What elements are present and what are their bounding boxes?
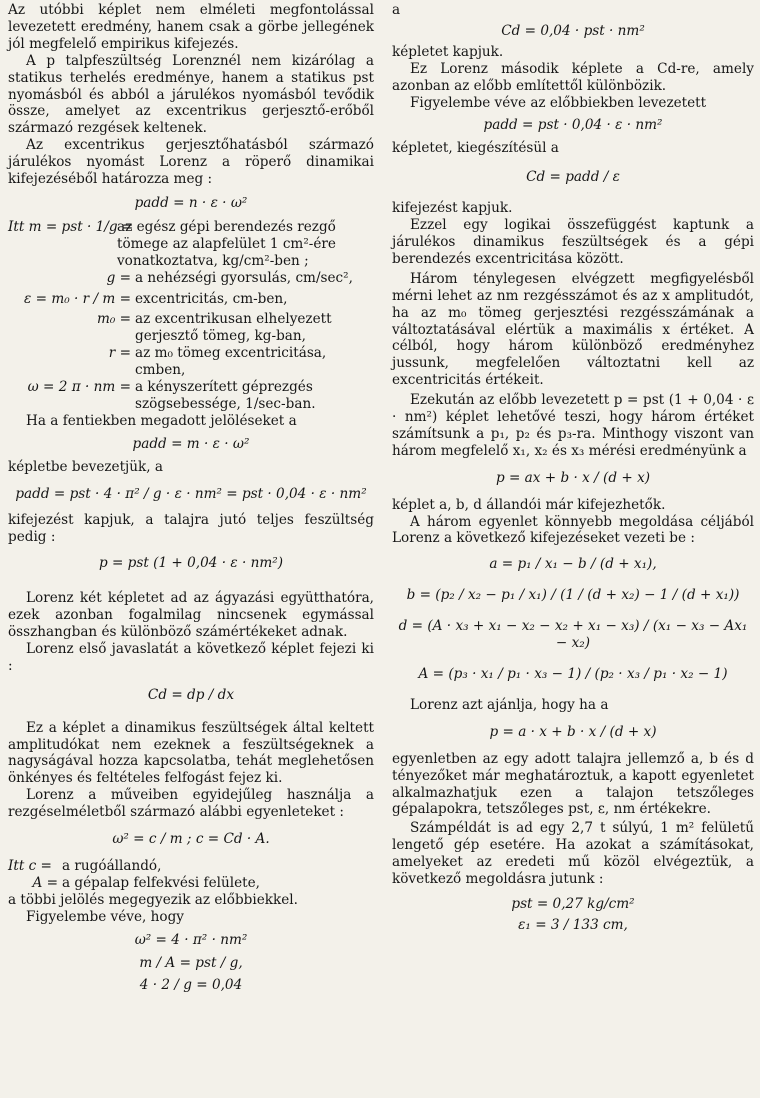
definition-text: a kényszerített géprezgés szögsebessége, 1/sec-ban. [135,379,316,412]
equation: 4 · 2 / g = 0,04 [139,977,243,994]
paragraph: Ha a fentiekben megadott jelöléseket a [26,412,297,429]
definition [8,875,374,892]
paragraph: a többi jelölés megegyezik az előbbiekkel. [8,891,298,908]
equation: Cd = dp / dx [147,686,235,703]
definition [8,219,374,270]
paragraph: Lorenz azt ajánlja, hogy ha a [410,696,609,713]
paragraph: kifejezést kapjuk, a talajra jutó teljes feszültség pedig : [8,512,374,546]
definition-text: az m₀ tömeg excentricitása, cmben, [135,345,327,379]
equation: ε₁ = 3 / 133 cm, [518,916,628,933]
equation: padd = n · ε · ω² [134,194,248,211]
equation: padd = pst · 0,04 · ε · nm² [483,117,663,134]
paragraph: képletet kapjuk. [392,43,504,60]
paragraph: Ezekután az előbb levezetett p = pst (1 + 0,04 · ε · nm²) képlet lehetővé teszi, hogy három értéket számítsunk a p₁, p₂ és p₃-ra. Minthogy viszont van három megfelelő x₁, x₂ és x₃ mérési eredményünk a [392,392,754,459]
definition-text: az excentrikusan elhelyezett gerjesztő tömeg, kg-ban, [135,311,332,345]
definition-symbol: r = [108,345,131,362]
paragraph: A p talpfeszültség Lorenznél nem kizárólag a statikus terhelés eredménye, hanem a statikus pst nyomásból és abból a járulékos nyomásból tevődik össze, amelyet az excentrikus gerjesztő-erőből származó rezgések keltenek. [8,52,374,137]
paragraph: Az excentrikus gerjesztőhatásból származó járulékos nyomást Lorenz a röperő dinamikai kifejezéséből határozza meg : [8,137,374,188]
equation: d = (A · x₃ + x₁ − x₂ − x₂ + x₁ − x₃) / (x₁ − x₃ − Ax₁ − x₂) [398,618,748,652]
definition [8,345,374,379]
paragraph: képlet a, b, d állandói már kifejezhetők. [392,496,666,513]
equation: p = a · x + b · x / (d + x) [489,723,657,740]
left-column [8,2,374,1000]
definition [8,311,374,345]
paragraph: képletet, kiegészítésül a [392,140,559,157]
definition-symbol: A = [32,874,58,891]
definition [8,379,374,413]
paragraph: Számpéldát is ad egy 2,7 t súlyú, 1 m² felületű lengető gép esetére. Ha azokat a számításokat, amelyeket az eredeti mű közöl elvégeztük, a következő megoldásra jutunk : [392,820,754,888]
equation: padd = pst · 4 · π² / g · ε · nm² = pst · 0,04 · ε · nm² [15,485,367,502]
paragraph: egyenletben az egy adott talajra jellemző a, b és d tényezőket már meghatároztuk, a kapott egyenletet alkalmazhatjuk ezen a talajon tetszőleges gépalapokra, tetszőleges pst, ε, nm értékekre. [392,750,754,818]
definition-text: a gépalap felfekvési felülete, [62,874,260,891]
definition-text: az egész gépi berendezés rezgő tömege az alapfelület 1 cm²-ére vonatkoztatva, kg/cm²-ben ; [117,218,336,269]
definition [8,291,374,308]
paragraph: kifejezést kapjuk. [392,200,513,217]
paragraph: Ezzel egy logikai összefüggést kaptunk a járulékos dinamikus feszültségek és a gépi berendezés excentricitása között. [392,217,754,267]
equation: pst = 0,27 kg/cm² [511,895,635,912]
equation: ω² = 4 · π² · nm² [134,931,248,948]
definition-text: excentricitás, cm-ben, [135,290,288,307]
paragraph: A három egyenlet könnyebb megoldása céljából Lorenz a következő kifejezéseket vezeti be : [392,513,754,547]
right-column [392,2,754,938]
equation: A = (p₃ · x₁ / p₁ · x₃ − 1) / (p₂ · x₃ / p₁ · x₂ − 1) [418,666,728,682]
paragraph: Lorenz két képletet ad az ágyazási együtthatóra, ezek azonban fogalmilag nincsenek egymással összhangban és különböző számértékeket adnak. [8,590,374,640]
equation: ω² = c / m ; c = Cd · A. [112,831,270,848]
definition-symbol: Itt m = pst · 1/g = [8,218,134,235]
definition-symbol: ε = m₀ · r / m = [24,290,131,307]
paragraph: Három ténylegesen elvégzett megfigyelésből mérni lehet az nm rezgésszámot és az x amplitudót, ha az m₀ tömeg gerjesztési rezgésszámának a változtatásával elértük a maximális x értéket. A célból, hogy három különböző eredményhez jussunk, megfelelően változtatni kell az excentricitás értékeit. [392,270,754,389]
equation: b = (p₂ / x₂ − p₁ / x₁) / (1 / (d + x₂) − 1 / (d + x₁)) [406,587,740,604]
paragraph: Ez Lorenz második képlete a Cd-re, amely azonban az előbb említettől különbözik. [392,60,754,94]
equation: Cd = 0,04 · pst · nm² [501,22,645,39]
paragraph: Lorenz a műveiben egyidejűleg használja a rezgéselméletből származó alábbi egyenleteket : [8,787,374,821]
paragraph: Lorenz első javaslatát a következő képlet fejezi ki : [8,640,374,674]
paragraph: Figyelembe véve, hogy [26,908,184,925]
equation: padd = m · ε · ω² [132,435,250,452]
definition-symbol: ω = 2 π · nm = [27,379,131,396]
paragraph: képletbe bevezetjük, a [8,458,164,475]
paragraph: Az utóbbi képlet nem elméleti megfontolással levezetett eredmény, hanem csak a görbe jellegének jól megfelelő empirikus kifejezés. [8,2,374,52]
equation: p = pst (1 + 0,04 · ε · nm²) [98,555,284,572]
paragraph: a [392,2,401,18]
equation: m / A = pst / g, [139,954,243,971]
equation: Cd = padd / ε [526,169,620,186]
paragraph: Figyelembe véve az előbbiekben levezetett [410,94,707,111]
definition [8,858,374,875]
definition [8,270,374,287]
definition-symbol: g = [106,269,131,286]
equation: p = ax + b · x / (d + x) [495,469,651,486]
definition-text: a nehézségi gyorsulás, cm/sec², [135,269,353,286]
equation: a = p₁ / x₁ − b / (d + x₁), [489,556,657,573]
paragraph: Ez a képlet a dinamikus feszültségek által keltett amplitudókat nem ezeknek a feszültségeknek a nagyságával hozza kapcsolatba, tehát meglehetősen önkényes és feltételes felfogást fejez ki. [8,719,374,787]
definition-symbol: m₀ = [96,311,131,328]
definition-text: a rugóállandó, [62,857,162,874]
definition-symbol: Itt c = [8,857,52,874]
